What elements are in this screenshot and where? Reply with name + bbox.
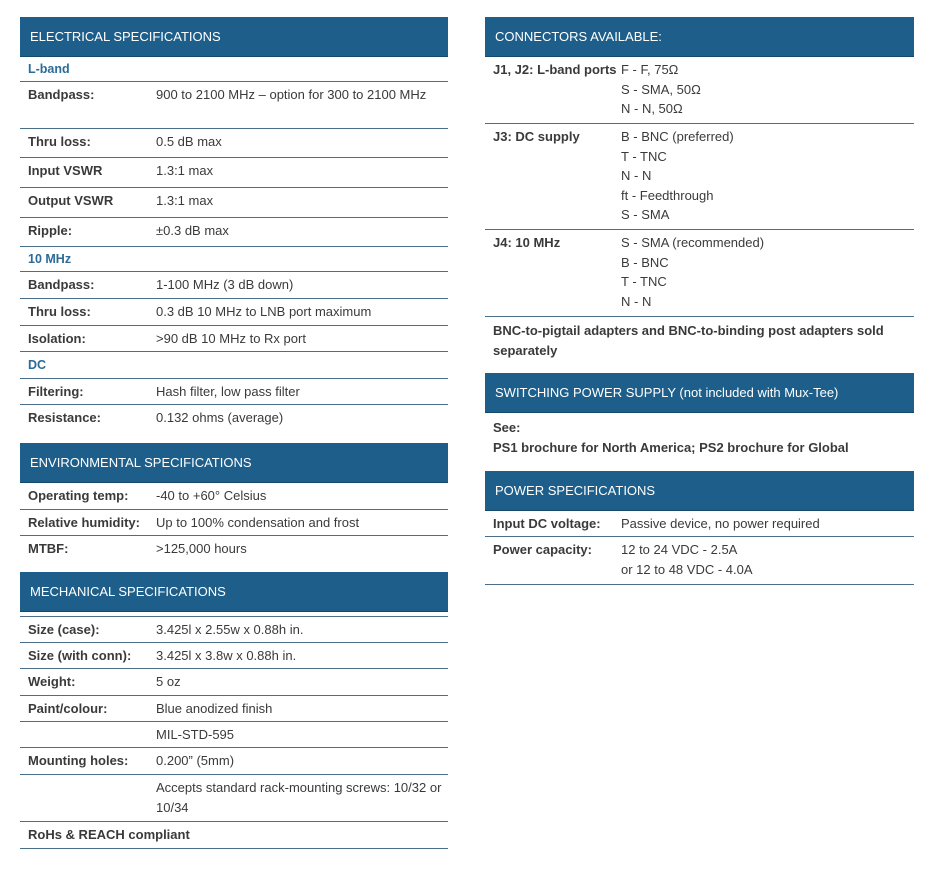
spec-key: Filtering: bbox=[28, 384, 84, 399]
spec-row bbox=[20, 722, 448, 748]
power-supply-brochures: PS1 brochure for North America; PS2 brochure for Global bbox=[493, 440, 849, 455]
spec-value: Accepts standard rack-mounting screws: 10/32 or 10/34 bbox=[156, 780, 442, 815]
spec-row bbox=[20, 158, 448, 188]
spec-row bbox=[20, 272, 448, 299]
connector-option: S - SMA bbox=[621, 207, 670, 223]
spec-row bbox=[20, 326, 448, 352]
mechanical-specs-title: MECHANICAL SPECIFICATIONS bbox=[30, 584, 226, 599]
spec-value: 3.425l x 3.8w x 0.88h in. bbox=[156, 648, 297, 663]
spec-key: Input DC voltage: bbox=[493, 516, 601, 531]
connector-option: F - F, 75Ω bbox=[621, 62, 679, 77]
spec-value: Passive device, no power required bbox=[621, 516, 820, 531]
connector-option: T - TNC bbox=[621, 148, 667, 164]
spec-value: 5 oz bbox=[156, 674, 181, 689]
spec-value: 1.3:1 max bbox=[156, 163, 214, 178]
connector-option: B - BNC bbox=[621, 254, 669, 270]
spec-value: >90 dB 10 MHz to Rx port bbox=[156, 331, 306, 346]
connectors-header bbox=[485, 17, 914, 57]
spec-value: 1.3:1 max bbox=[156, 193, 214, 208]
spec-key: Ripple: bbox=[28, 223, 73, 238]
spec-key: Bandpass: bbox=[28, 87, 95, 102]
spec-key: Paint/colour: bbox=[28, 701, 108, 716]
spec-value: 0.132 ohms (average) bbox=[156, 410, 284, 425]
spec-key: Power capacity: bbox=[493, 542, 592, 557]
10mhz-label: 10 MHz bbox=[28, 252, 72, 266]
switching-power-header bbox=[485, 373, 914, 413]
mechanical-specs-header bbox=[20, 572, 448, 612]
connector-row bbox=[485, 124, 914, 230]
spec-value: ±0.3 dB max bbox=[156, 223, 229, 238]
spec-value: MIL-STD-595 bbox=[156, 727, 235, 742]
spec-value: 3.425l x 2.55w x 0.88h in. bbox=[156, 622, 304, 637]
connector-option: N - N, 50Ω bbox=[621, 101, 683, 117]
connector-options bbox=[621, 230, 914, 316]
spec-row bbox=[20, 188, 448, 218]
rohs-note: RoHs & REACH compliant bbox=[20, 822, 448, 849]
spec-row bbox=[20, 129, 448, 158]
connector-options bbox=[621, 57, 914, 123]
spec-value: 0.5 dB max bbox=[156, 134, 222, 149]
spec-value: -40 to +60° Celsius bbox=[156, 488, 267, 503]
connector-option: N - N bbox=[621, 293, 652, 309]
spec-value: >125,000 hours bbox=[156, 541, 247, 556]
spec-row bbox=[485, 537, 914, 585]
spec-value: Up to 100% condensation and frost bbox=[156, 515, 360, 530]
spec-row bbox=[20, 82, 448, 129]
spec-value: Hash filter, low pass filter bbox=[156, 384, 300, 399]
spec-key: Isolation: bbox=[28, 331, 86, 346]
connector-options bbox=[621, 124, 914, 229]
adapters-note: BNC-to-pigtail adapters and BNC-to-binding post adapters sold separately bbox=[493, 323, 884, 358]
spec-key: Mounting holes: bbox=[28, 753, 129, 768]
electrical-specs-header bbox=[20, 17, 448, 57]
spec-row bbox=[20, 617, 448, 643]
power-capacity-line: 12 to 24 VDC - 2.5A bbox=[621, 542, 738, 557]
spec-value: Blue anodized finish bbox=[156, 701, 273, 716]
right-column bbox=[485, 17, 914, 585]
spec-row bbox=[20, 218, 448, 247]
power-capacity-line: or 12 to 48 VDC - 4.0A bbox=[621, 561, 753, 577]
connector-option: T - TNC bbox=[621, 274, 667, 290]
spec-key: Weight: bbox=[28, 674, 76, 689]
switching-power-title: SWITCHING POWER SUPPLY (not included with Mux-Tee) bbox=[495, 385, 839, 400]
connector-option: B - BNC (preferred) bbox=[621, 129, 734, 144]
spec-value: 900 to 2100 MHz – option for 300 to 2100 MHz bbox=[156, 87, 427, 102]
spec-row bbox=[20, 643, 448, 669]
see-label: See: bbox=[493, 420, 521, 435]
spec-row bbox=[20, 669, 448, 696]
environmental-specs-title: ENVIRONMENTAL SPECIFICATIONS bbox=[30, 455, 252, 470]
spec-key: Operating temp: bbox=[28, 488, 129, 503]
spec-key: Relative humidity: bbox=[28, 515, 140, 530]
10mhz-subheader bbox=[20, 247, 448, 272]
lband-label: L-band bbox=[28, 62, 70, 76]
spec-row bbox=[20, 299, 448, 326]
spec-key: Resistance: bbox=[28, 410, 101, 425]
electrical-specs-title: ELECTRICAL SPECIFICATIONS bbox=[30, 29, 221, 44]
spec-row bbox=[20, 405, 448, 433]
spec-value bbox=[621, 537, 914, 584]
environmental-specs-header bbox=[20, 443, 448, 483]
spec-value: 0.3 dB 10 MHz to LNB port maximum bbox=[156, 304, 372, 319]
spec-key bbox=[20, 775, 156, 821]
spec-key: Bandpass: bbox=[28, 277, 95, 292]
connector-row bbox=[485, 57, 914, 124]
spec-key: Size (case): bbox=[28, 622, 100, 637]
connector-key: J4: 10 MHz bbox=[493, 235, 561, 250]
connectors-title: CONNECTORS AVAILABLE: bbox=[495, 29, 662, 44]
dc-label: DC bbox=[28, 358, 47, 372]
connector-row bbox=[485, 230, 914, 317]
spec-row bbox=[20, 379, 448, 405]
connector-option: S - SMA (recommended) bbox=[621, 235, 765, 250]
spec-key bbox=[20, 722, 156, 747]
spec-row bbox=[485, 511, 914, 537]
spec-key: Output VSWR bbox=[28, 193, 114, 208]
spec-row bbox=[20, 510, 448, 536]
connector-option: N - N bbox=[621, 168, 652, 184]
spec-row bbox=[20, 748, 448, 775]
left-column bbox=[20, 17, 448, 849]
spec-key: MTBF: bbox=[28, 541, 69, 556]
spec-row bbox=[20, 696, 448, 722]
spec-row bbox=[20, 536, 448, 563]
power-specs-title: POWER SPECIFICATIONS bbox=[495, 483, 656, 498]
connector-option: S - SMA, 50Ω bbox=[621, 81, 701, 97]
spec-value: 0.200” (5mm) bbox=[156, 753, 235, 768]
spec-key: Size (with conn): bbox=[28, 648, 132, 663]
connector-key: J3: DC supply bbox=[493, 129, 580, 144]
power-specs-header bbox=[485, 471, 914, 511]
switching-power-body bbox=[485, 413, 914, 471]
spec-key: Thru loss: bbox=[28, 304, 91, 319]
spec-row bbox=[20, 775, 448, 822]
spec-value: 1-100 MHz (3 dB down) bbox=[156, 277, 294, 292]
dc-subheader bbox=[20, 352, 448, 379]
connector-key: J1, J2: L-band ports bbox=[493, 62, 617, 77]
spec-key: Thru loss: bbox=[28, 134, 91, 149]
spec-row bbox=[20, 483, 448, 510]
lband-subheader bbox=[20, 57, 448, 82]
spec-key: Input VSWR bbox=[28, 163, 103, 178]
connector-option: ft - Feedthrough bbox=[621, 187, 714, 203]
